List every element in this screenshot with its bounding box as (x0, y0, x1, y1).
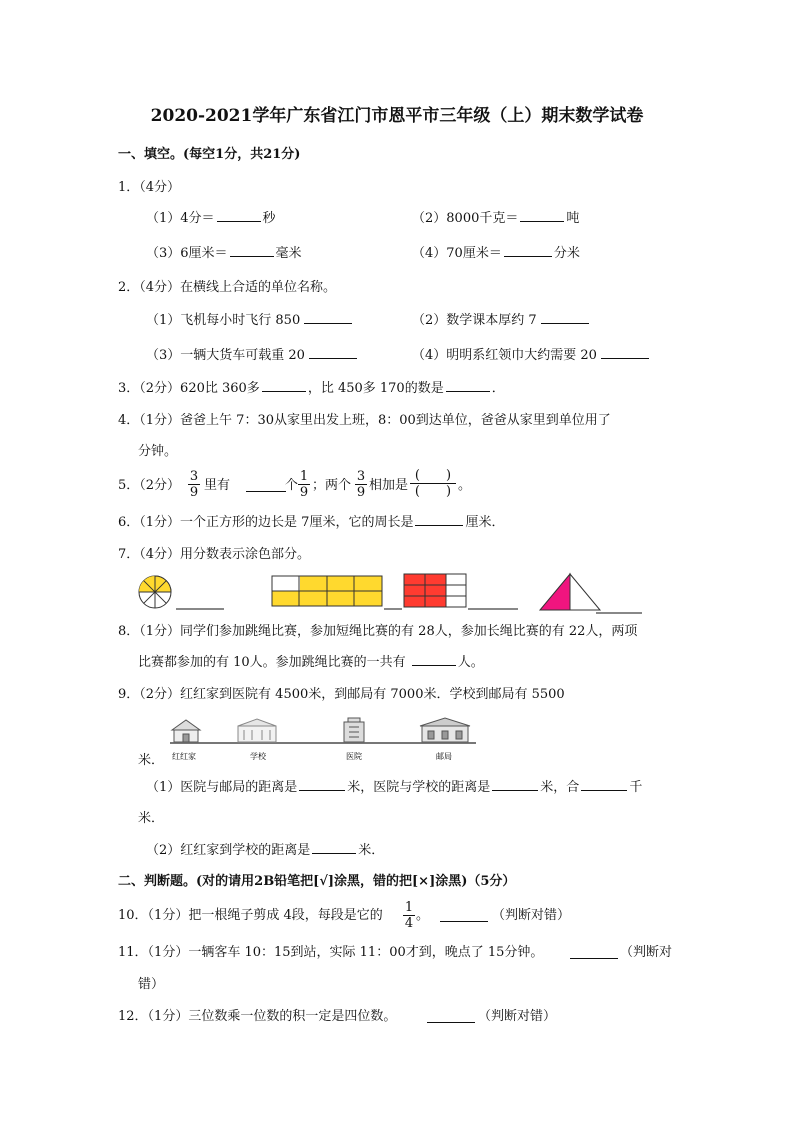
answer-blank[interactable] (541, 322, 589, 324)
q2-a-text: （1）飞机每小时飞行 850 (146, 313, 301, 328)
q5-text-2: 个 (285, 478, 299, 493)
question-9-part-1-line-2: 米． (138, 811, 165, 826)
rectangle-grid-shaded-yellow (272, 576, 382, 606)
q9-p2-post: 米． (358, 843, 385, 858)
post-office-icon (420, 718, 470, 742)
question-2-stem: 2．（4分）在横线上合适的单位名称。 (118, 280, 337, 295)
question-12-text: 12．（1分）三位数乘一位数的积一定是四位数。 (118, 1009, 397, 1024)
q1-b-post: 吨 (566, 211, 580, 226)
question-8-line-1: 8．（1分）同学们参加跳绳比赛，参加短绳比赛的有 28人，参加长绳比赛的有 22人，两项 (118, 624, 638, 639)
answer-blank[interactable] (309, 357, 357, 359)
q1-c-pre: （3）6厘米＝ (146, 246, 228, 261)
denominator: 9 (189, 485, 199, 500)
answer-blank[interactable] (304, 322, 352, 324)
school-icon (238, 719, 276, 742)
q9-p1-mid1: 米，医院与学校的距离是 (347, 780, 491, 795)
q2-c-text: （3）一辆大货车可载重 20 (146, 348, 305, 363)
question-8-line-2 (138, 656, 484, 669)
question-1-stem: 1．（4分） (118, 180, 181, 195)
route-diagram (166, 716, 486, 764)
answer-blank[interactable] (492, 789, 538, 791)
triangle-half-shaded (540, 574, 600, 610)
question-7-figures (136, 572, 656, 616)
q3-pre: 3．（2分）620比 360多 (118, 381, 260, 396)
q1-a-post: 秒 (262, 211, 276, 226)
question-11-judge: （判断对 (620, 945, 673, 960)
q3-post: ． (491, 381, 505, 396)
q1-a-pre: （1）4分＝ (146, 211, 215, 226)
question-12-judge: （判断对错） (478, 1009, 557, 1024)
answer-fraction-blank[interactable] (410, 469, 456, 498)
answer-blank[interactable] (570, 957, 618, 959)
q5-text-4: 相加是 (369, 478, 409, 493)
q9-p1-post: 千 (629, 780, 643, 795)
q1-c-post: 毫米 (275, 246, 302, 261)
answer-blank[interactable] (312, 852, 356, 854)
q1-d-post: 分米 (553, 246, 580, 261)
q9-p1-pre: （1）医院与邮局的距离是 (146, 780, 298, 795)
question-2-part-4 (412, 349, 651, 362)
question-1-part-4 (412, 247, 580, 260)
answer-blank[interactable] (601, 357, 649, 359)
route-label-post-office: 邮局 (436, 752, 452, 761)
answer-blank[interactable] (217, 220, 261, 222)
q5-text-1: 里有 (204, 478, 231, 493)
hospital-icon (344, 718, 364, 742)
answer-blank[interactable] (446, 390, 490, 392)
question-9-part-2 (146, 844, 384, 857)
numerator: 3 (189, 469, 199, 484)
answer-blank[interactable] (299, 789, 345, 791)
answer-blank[interactable] (415, 524, 463, 526)
fraction-one-ninth (298, 470, 310, 499)
answer-blank[interactable] (520, 220, 564, 222)
section-heading-true-false: 二、判断题。(对的请用2B铅笔把[√]涂黑，错的把[×]涂黑)（5分） (118, 874, 516, 889)
q2-b-text: （2）数学课本厚约 7 (412, 313, 537, 328)
answer-blank[interactable] (262, 390, 306, 392)
question-2-part-3 (146, 349, 359, 362)
question-4-line-2: 分钟。 (138, 444, 178, 459)
fraction-one-quarter (403, 901, 415, 930)
circle-quarter-shaded (139, 576, 171, 608)
numerator: 1 (404, 900, 414, 915)
denominator: 9 (356, 485, 366, 500)
question-1-part-2 (412, 212, 579, 225)
denominator: 4 (404, 916, 414, 931)
q9-p1-mid2: 米，合 (540, 780, 580, 795)
denominator-blank: ( ) (414, 484, 452, 499)
q5-text-3: ；两个 (312, 478, 352, 493)
question-9-part-1 (146, 781, 642, 794)
question-3 (118, 382, 505, 395)
question-11-line-2: 错） (138, 977, 165, 992)
question-1-part-1 (146, 212, 276, 225)
numerator: 3 (356, 469, 366, 484)
q5-text-5: 。 (458, 478, 472, 493)
q2-d-text: （4）明明系红领巾大约需要 20 (412, 348, 597, 363)
q1-b-pre: （2）8000千克＝ (412, 211, 519, 226)
answer-blank[interactable] (412, 664, 456, 666)
numerator-blank: ( ) (414, 468, 452, 483)
fraction-three-ninths (188, 470, 200, 499)
question-2-part-2 (412, 314, 591, 327)
question-6 (118, 516, 504, 529)
answer-blank[interactable] (581, 789, 627, 791)
route-label-home: 红红家 (172, 752, 196, 761)
rectangle-grid-shaded-red (404, 574, 466, 607)
answer-blank[interactable] (504, 255, 552, 257)
q6-post: 厘米． (465, 515, 505, 530)
answer-blank[interactable] (230, 255, 274, 257)
numerator: 1 (299, 469, 309, 484)
question-10-text: 10．（1分）把一根绳子剪成 4段，每段是它的 (118, 908, 383, 923)
denominator: 9 (299, 485, 309, 500)
answer-blank[interactable] (440, 920, 488, 922)
question-10-judge: （判断对错） (492, 908, 571, 923)
question-11-text: 11．（1分）一辆客车 10：15到站，实际 11：00才到，晚点了 15分钟。 (118, 945, 544, 960)
q3-mid: ，比 450多 170的数是 (307, 381, 444, 396)
house-icon (172, 720, 200, 742)
page-title: 2020-2021学年广东省江门市恩平市三年级（上）期末数学试卷 (150, 106, 644, 126)
section-heading-fill-in: 一、填空。(每空1分，共21分) (118, 147, 301, 162)
q9-p2-pre: （2）红红家到学校的距离是 (146, 843, 311, 858)
question-5-prefix: 5．（2分） (118, 478, 181, 493)
answer-blank[interactable] (246, 490, 286, 492)
question-2-part-1 (146, 314, 354, 327)
answer-blank[interactable] (427, 1021, 475, 1023)
q6-pre: 6．（1分）一个正方形的边长是 7厘米，它的周长是 (118, 515, 414, 530)
q8-line2-pre: 比赛都参加的有 10人。参加跳绳比赛的一共有 (138, 655, 406, 670)
q1-d-pre: （4）70厘米＝ (412, 246, 502, 261)
fraction-three-ninths-2 (355, 470, 367, 499)
question-10-post: 。 (416, 908, 430, 923)
question-7-stem: 7．（4分）用分数表示涂色部分。 (118, 547, 311, 562)
route-label-hospital: 医院 (346, 752, 362, 761)
question-9-line-1: 9．（2分）红红家到医院有 4500米，到邮局有 7000米．学校到邮局有 5500 (118, 687, 565, 702)
q8-line2-post: 人。 (457, 655, 484, 670)
route-label-school: 学校 (250, 752, 266, 761)
question-9-line-2: 米． (138, 753, 165, 768)
question-4-line-1: 4．（1分）爸爸上午 7：30从家里出发上班，8：00到达单位，爸爸从家里到单位用了 (118, 413, 611, 428)
question-1-part-3 (146, 247, 302, 260)
